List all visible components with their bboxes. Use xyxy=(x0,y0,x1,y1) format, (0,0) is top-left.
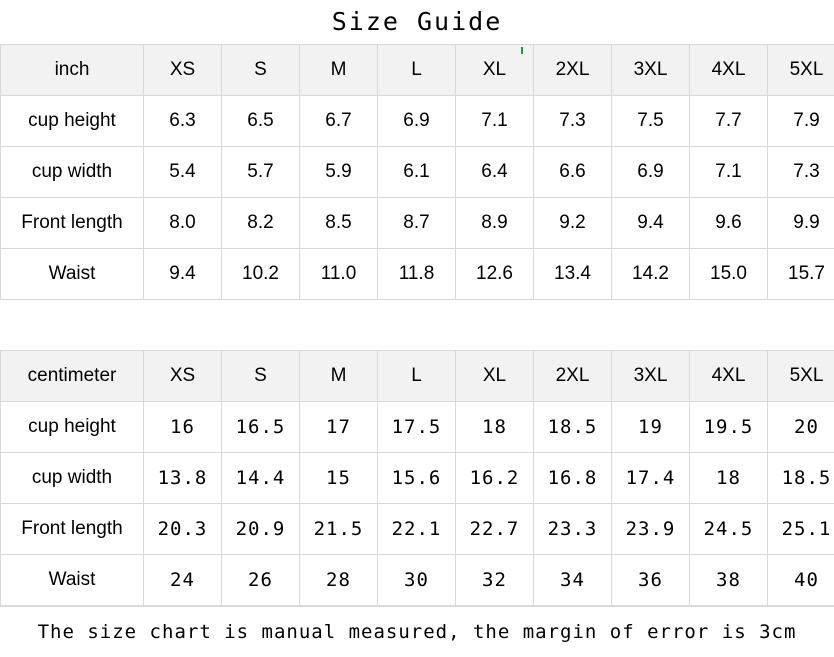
cell-value: 7.3 xyxy=(768,147,834,198)
cell-value: 23.9 xyxy=(612,504,690,555)
cell-value: 6.4 xyxy=(456,147,534,198)
cell-value: 8.7 xyxy=(378,198,456,249)
cell-value: 15.6 xyxy=(378,453,456,504)
cell-value: 13.8 xyxy=(144,453,222,504)
cell-value: 19.5 xyxy=(690,402,768,453)
cell-value: 7.1 xyxy=(690,147,768,198)
cell-value: 15 xyxy=(300,453,378,504)
table-header-row xyxy=(1,351,834,402)
size-header-5xl: 5XL xyxy=(768,351,834,402)
measurement-disclaimer: The size chart is manual measured, the margin of error is 3cm xyxy=(0,606,834,657)
table-row xyxy=(1,96,834,147)
size-header-s: S xyxy=(222,45,300,96)
size-header-l: L xyxy=(378,45,456,96)
cell-value: 6.5 xyxy=(222,96,300,147)
cell-value: 7.1 xyxy=(456,96,534,147)
size-header-xl: XL xyxy=(456,351,534,402)
size-header-2xl: 2XL xyxy=(534,45,612,96)
unit-label-centimeter: centimeter xyxy=(1,351,144,402)
row-label: Waist xyxy=(1,249,144,300)
cell-value: 5.4 xyxy=(144,147,222,198)
cell-value: 5.9 xyxy=(300,147,378,198)
table-row xyxy=(1,249,834,300)
table-row xyxy=(1,402,834,453)
cell-value: 16.2 xyxy=(456,453,534,504)
cell-value: 11.0 xyxy=(300,249,378,300)
cell-value: 17.5 xyxy=(378,402,456,453)
cell-value: 18 xyxy=(456,402,534,453)
cell-value: 18.5 xyxy=(534,402,612,453)
cell-value: 17 xyxy=(300,402,378,453)
row-label: Waist xyxy=(1,555,144,606)
cell-value: 38 xyxy=(690,555,768,606)
cell-value: 6.1 xyxy=(378,147,456,198)
unit-label-inch: inch xyxy=(1,45,144,96)
cell-value: 7.7 xyxy=(690,96,768,147)
size-header-xs: XS xyxy=(144,45,222,96)
cell-value: 6.7 xyxy=(300,96,378,147)
table-row xyxy=(1,504,834,555)
cell-value: 7.5 xyxy=(612,96,690,147)
cell-value: 30 xyxy=(378,555,456,606)
cell-value: 19 xyxy=(612,402,690,453)
cell-value: 32 xyxy=(456,555,534,606)
size-header-4xl: 4XL xyxy=(690,45,768,96)
size-header-m: M xyxy=(300,351,378,402)
cell-value: 25.1 xyxy=(768,504,834,555)
cell-value: 36 xyxy=(612,555,690,606)
table-header-row xyxy=(1,45,834,96)
cell-value: 18.5 xyxy=(768,453,834,504)
cell-value: 15.0 xyxy=(690,249,768,300)
cell-value: 20 xyxy=(768,402,834,453)
cell-value: 21.5 xyxy=(300,504,378,555)
green-marker-icon xyxy=(521,47,523,54)
cell-value: 8.5 xyxy=(300,198,378,249)
cell-value: 26 xyxy=(222,555,300,606)
cell-value: 9.4 xyxy=(612,198,690,249)
size-header-2xl: 2XL xyxy=(534,351,612,402)
cell-value: 5.7 xyxy=(222,147,300,198)
page-title: Size Guide xyxy=(0,0,834,44)
size-header-3xl: 3XL xyxy=(612,45,690,96)
row-label: cup height xyxy=(1,402,144,453)
cell-value: 20.9 xyxy=(222,504,300,555)
cell-value: 17.4 xyxy=(612,453,690,504)
cell-value: 11.8 xyxy=(378,249,456,300)
cell-value: 9.4 xyxy=(144,249,222,300)
cell-value: 7.3 xyxy=(534,96,612,147)
cell-value: 10.2 xyxy=(222,249,300,300)
cell-value: 9.9 xyxy=(768,198,834,249)
cell-value: 9.6 xyxy=(690,198,768,249)
table-row xyxy=(1,198,834,249)
cell-value: 34 xyxy=(534,555,612,606)
cell-value: 16.5 xyxy=(222,402,300,453)
cell-value: 6.6 xyxy=(534,147,612,198)
cell-value: 23.3 xyxy=(534,504,612,555)
cell-value: 24.5 xyxy=(690,504,768,555)
cell-value: 8.0 xyxy=(144,198,222,249)
row-label: Front length xyxy=(1,504,144,555)
size-header-xs: XS xyxy=(144,351,222,402)
cell-value: 9.2 xyxy=(534,198,612,249)
cell-value: 22.7 xyxy=(456,504,534,555)
size-header-m: M xyxy=(300,45,378,96)
cell-value: 14.4 xyxy=(222,453,300,504)
cell-value: 12.6 xyxy=(456,249,534,300)
cell-value: 16.8 xyxy=(534,453,612,504)
cell-value: 7.9 xyxy=(768,96,834,147)
size-header-5xl: 5XL xyxy=(768,45,834,96)
cell-value: 22.1 xyxy=(378,504,456,555)
cell-value: 20.3 xyxy=(144,504,222,555)
size-header-l: L xyxy=(378,351,456,402)
table-row xyxy=(1,147,834,198)
row-label: cup height xyxy=(1,96,144,147)
cell-value: 6.9 xyxy=(612,147,690,198)
size-header-3xl: 3XL xyxy=(612,351,690,402)
cell-value: 28 xyxy=(300,555,378,606)
cell-value: 16 xyxy=(144,402,222,453)
cell-value: 24 xyxy=(144,555,222,606)
size-header-s: S xyxy=(222,351,300,402)
cell-value: 13.4 xyxy=(534,249,612,300)
cell-value: 6.3 xyxy=(144,96,222,147)
cell-value: 14.2 xyxy=(612,249,690,300)
cell-value: 40 xyxy=(768,555,834,606)
cell-value: 6.9 xyxy=(378,96,456,147)
cell-value: 15.7 xyxy=(768,249,834,300)
inch-size-table xyxy=(0,44,834,300)
table-row xyxy=(1,555,834,606)
table-row xyxy=(1,453,834,504)
table-gap-spacer xyxy=(0,300,834,350)
row-label: Front length xyxy=(1,198,144,249)
row-label: cup width xyxy=(1,147,144,198)
centimeter-size-table xyxy=(0,350,834,606)
cell-value: 18 xyxy=(690,453,768,504)
size-header-4xl: 4XL xyxy=(690,351,768,402)
size-header-xl: XL xyxy=(456,45,534,96)
cell-value: 8.2 xyxy=(222,198,300,249)
cell-value: 8.9 xyxy=(456,198,534,249)
row-label: cup width xyxy=(1,453,144,504)
